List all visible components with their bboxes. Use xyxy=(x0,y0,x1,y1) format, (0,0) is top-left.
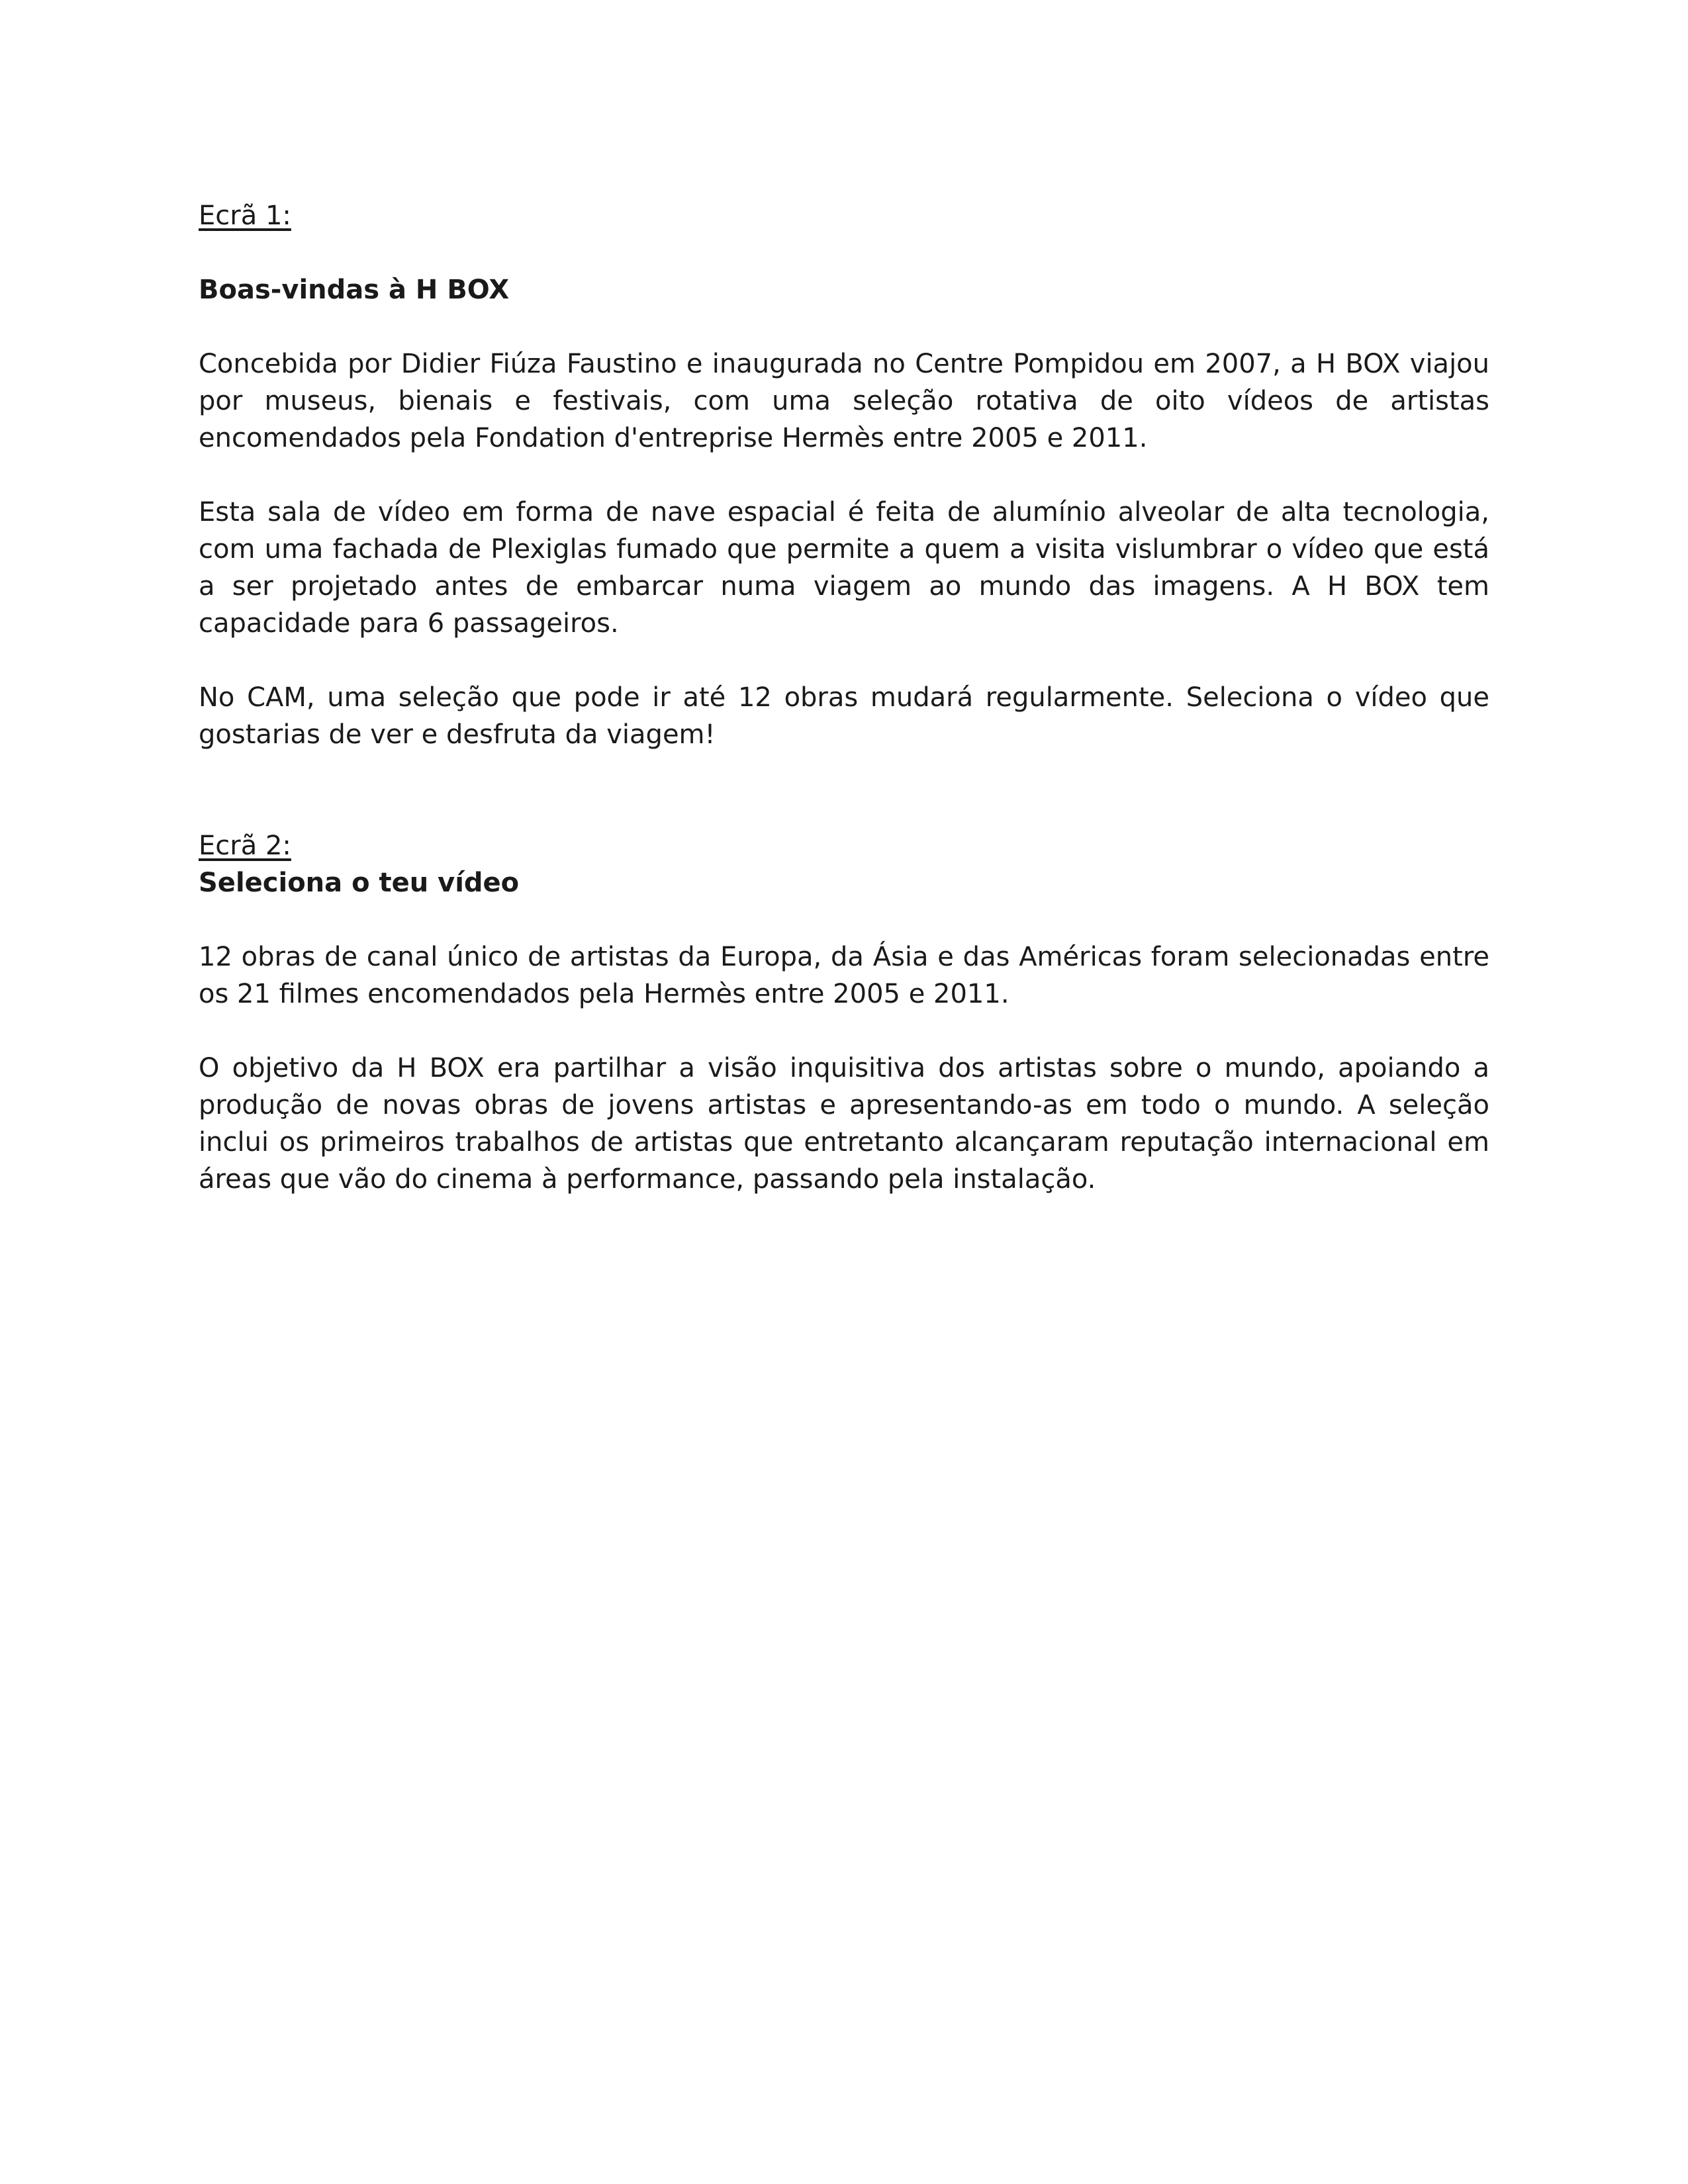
section-label: Ecrã 2: xyxy=(199,831,291,861)
paragraph: 12 obras de canal único de artistas da Europa, da Ásia e das Américas foram selecionadas entre os 21 filmes encomendados pela Hermès entre 2005 e 2011. xyxy=(199,942,1489,1009)
section-title: Boas-vindas à H BOX xyxy=(199,275,510,305)
paragraph: No CAM, uma seleção que pode ir até 12 obras mudará regularmente. Seleciona o vídeo que gostarias de ver e desfruta da viagem! xyxy=(199,682,1489,750)
section-title: Seleciona o teu vídeo xyxy=(199,868,520,898)
paragraph: Esta sala de vídeo em forma de nave espacial é feita de alumínio alveolar de alta tecnologia, com uma fachada de Plexiglas fumado que permite a quem a visita vislumbrar o vídeo que está a ser projetado antes de embarcar numa viagem ao mundo das imagens. A H BOX tem capacidade para 6 passageiros. xyxy=(199,497,1489,639)
paragraph: O objetivo da H BOX era partilhar a visão inquisitiva dos artistas sobre o mundo, apoiando a produção de novas obras de jovens artistas e apresentando-as em todo o mundo. A seleção inclui os primeiros trabalhos de artistas que entretanto alcançaram reputação internacional em áreas que vão do cinema à performance, passando pela instalação. xyxy=(199,1053,1489,1195)
section-screen-2 xyxy=(199,827,1489,1198)
section-label: Ecrã 1: xyxy=(199,201,291,231)
document-body xyxy=(199,197,1489,1198)
paragraph: Concebida por Didier Fiúza Faustino e inaugurada no Centre Pompidou em 2007, a H BOX viajou por museus, bienais e festivais, com uma seleção rotativa de oito vídeos de artistas encomendados pela Fondation d'entreprise Hermès entre 2005 e 2011. xyxy=(199,349,1489,453)
section-screen-1 xyxy=(199,197,1489,753)
